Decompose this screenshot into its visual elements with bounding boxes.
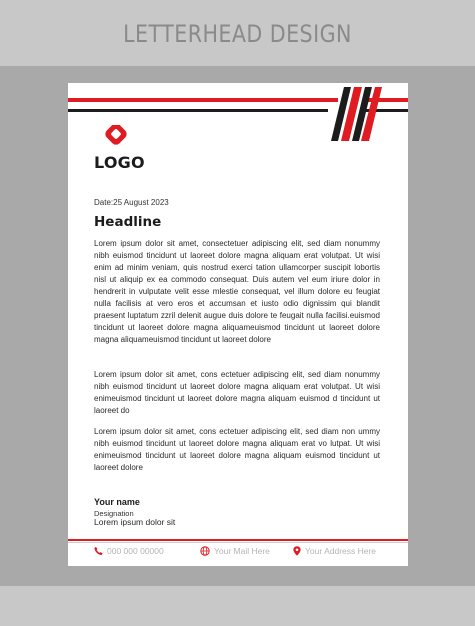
location-pin-icon bbox=[293, 546, 301, 556]
footer-address-text: Your Address Here bbox=[305, 546, 377, 556]
letter-headline: Headline bbox=[94, 214, 162, 230]
letter-date: Date:25 August 2023 bbox=[94, 198, 169, 207]
footer-phone-text: 000 000 00000 bbox=[107, 546, 164, 556]
body-paragraph: Lorem ipsum dolor sit amet, cons ectetuer adipiscing elit, sed diam non ummy nibh euismod tincidunt ut laoreet dolore magna aliquam erat vo lutpat. Ut wisi enimeuismod tincidunt ut laoreet dolore magna aliquam euismod tincidunt ut laoreet dolore bbox=[94, 427, 380, 472]
globe-icon bbox=[200, 546, 210, 556]
logo-text: LOGO bbox=[94, 153, 145, 172]
phone-icon bbox=[94, 546, 103, 556]
page-title: LETTERHEAD DESIGN bbox=[123, 20, 352, 48]
footer-mail bbox=[200, 546, 270, 556]
footer-grey-rule bbox=[68, 542, 408, 543]
signature-note: Lorem ipsum dolor sit bbox=[94, 517, 176, 527]
header-dark-rule bbox=[68, 109, 328, 112]
signature-designation: Designation bbox=[94, 509, 134, 518]
footer-address bbox=[293, 546, 376, 556]
header-red-rule bbox=[68, 98, 338, 102]
signature-name: Your name bbox=[94, 497, 140, 507]
footer-red-rule bbox=[68, 539, 408, 541]
footer-phone bbox=[94, 546, 164, 556]
footer-mail-text: Your Mail Here bbox=[214, 546, 270, 556]
body-paragraph: Lorem ipsum dolor sit amet, cons ectetuer adipiscing elit, sed diam nonummy nibh euismod tincidunt ut laoreet dolore magna aliquam erat volutpat. Ut wisi enimeuismod tincidunt ut laoreet dolore magna aliquam euismod d tincidunt ut laoreet do bbox=[94, 370, 380, 415]
bottom-band bbox=[0, 586, 475, 626]
body-paragraph: Lorem ipsum dolor sit amet, consectetuer adipiscing elit, sed diam nonummy nibh euismod tincidunt ut laoreet dolore magna aliquam erat volutpat. Ut wisi enim ad minim veniam, quis nostrud exerci tation ullamcorper suscipit lobortis nisl ut aliquip ex ea commodo consequat. Duis autem vel eum iriure dolor in hendrerit in vulputate velit esse mlestie consequat, vel illum dolore eu feugiat nulla facilisis at vero eros et accumsan et iusto odio dignissim qui blandit praesent luptatum zzril delenit augue duis dolore te feugait nulla facilisi.euismod tincidunt ut laoreet dolore magna aliquameuismod tincidunt ut laoreet dolore magna aliquameuismod tincidunt ut laoreet dolore bbox=[94, 239, 380, 344]
letterhead-sheet bbox=[68, 83, 408, 566]
